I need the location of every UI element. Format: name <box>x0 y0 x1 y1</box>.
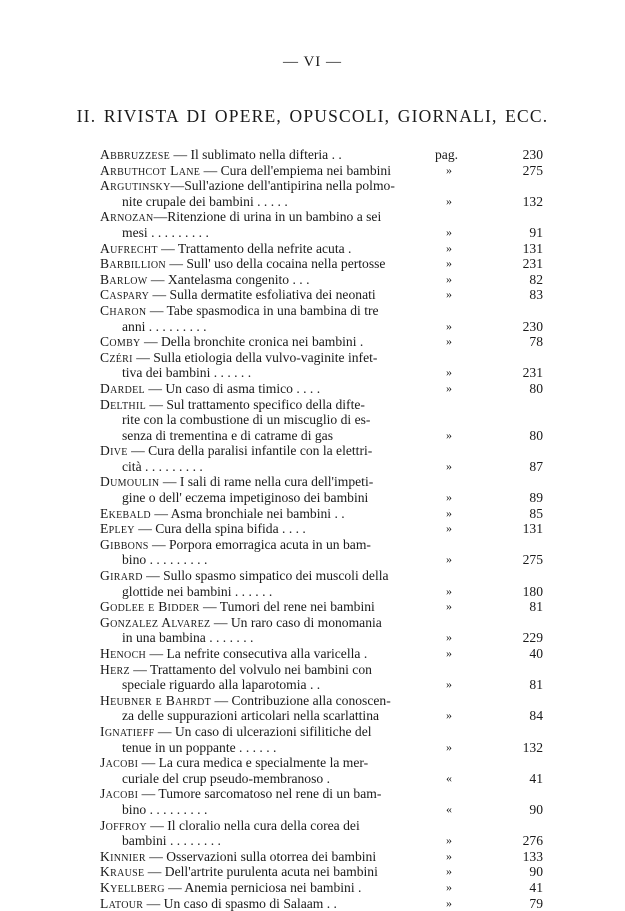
entry-author: Dardel <box>100 381 145 396</box>
entry-title: senza di trementina e di catrame di gas <box>122 428 333 443</box>
entry-text <box>100 786 381 802</box>
index-entry <box>0 833 625 849</box>
index-entry <box>0 521 625 537</box>
entry-title: — Sull' uso della cocaina nella pertosse <box>166 256 386 271</box>
entry-title: za delle suppurazioni articolari nella scarlattina <box>122 708 379 723</box>
entry-text <box>100 241 351 257</box>
entry-text <box>122 319 207 335</box>
entry-text <box>100 474 373 490</box>
entry-ditto-mark: » <box>446 194 452 210</box>
entry-title: — Un caso di ulcerazioni sifilitiche del <box>154 724 371 739</box>
entry-page-number: 82 <box>529 272 543 288</box>
entry-title: — Un caso di asma timico . . . . <box>145 381 320 396</box>
index-entry <box>0 209 625 225</box>
entry-text <box>100 521 306 537</box>
entry-title: — Un raro caso di monomania <box>210 615 381 630</box>
entry-author: Herz <box>100 662 130 677</box>
index-entry <box>0 646 625 662</box>
entry-ditto-mark: » <box>446 287 452 303</box>
entry-author: Dumoulin <box>100 474 159 489</box>
entry-title: curiale del crup pseudo-membranoso . <box>122 771 330 786</box>
entry-text <box>100 334 363 350</box>
entry-ditto-mark: » <box>446 506 452 522</box>
entry-text <box>100 599 375 615</box>
entry-title: bino . . . . . . . . . <box>122 802 207 817</box>
entry-author: Latour <box>100 896 143 911</box>
entry-title: — I sali di rame nella cura dell'impeti- <box>159 474 373 489</box>
entry-page-number: 132 <box>523 194 543 210</box>
entry-title: mesi . . . . . . . . . <box>122 225 209 240</box>
entry-text <box>122 630 253 646</box>
entry-title: — Un caso di spasmo di Salaam . . <box>143 896 337 911</box>
entry-page-number: 230 <box>523 319 543 335</box>
entry-page-number: 84 <box>529 708 543 724</box>
entry-title: — Contribuzione alla conoscen- <box>211 693 391 708</box>
index-entry <box>0 740 625 756</box>
entry-page-number: 41 <box>529 771 543 787</box>
entry-author: Ekebald <box>100 506 151 521</box>
entry-ditto-mark: » <box>446 599 452 615</box>
entry-text <box>122 194 288 210</box>
index-entry <box>0 896 625 911</box>
entry-ditto-mark: » <box>446 708 452 724</box>
entry-text <box>100 147 342 163</box>
entry-text <box>100 287 376 303</box>
index-entry <box>0 319 625 335</box>
entry-text <box>122 802 207 818</box>
entry-page-number: 91 <box>529 225 543 241</box>
index-entry <box>0 163 625 179</box>
index-entry <box>0 287 625 303</box>
index-entry <box>0 428 625 444</box>
entry-text <box>100 615 382 631</box>
entry-page-number: 229 <box>523 630 543 646</box>
entry-text <box>100 693 391 709</box>
entry-author: Aufrecht <box>100 241 158 256</box>
entry-text <box>122 225 209 241</box>
entry-author: Czéri <box>100 350 133 365</box>
entry-ditto-mark: » <box>446 833 452 849</box>
entry-ditto-mark: » <box>446 646 452 662</box>
entry-title: speciale riguardo alla laparotomia . . <box>122 677 320 692</box>
index-entry <box>0 630 625 646</box>
entry-title: — Cura della spina bifida . . . . <box>135 521 306 536</box>
entry-text <box>122 412 370 428</box>
entry-ditto-mark: » <box>446 521 452 537</box>
entry-text <box>100 880 361 896</box>
entry-title: — Porpora emorragica acuta in un bam- <box>149 537 371 552</box>
entry-text <box>122 677 320 693</box>
index-entry <box>0 256 625 272</box>
entry-title: cità . . . . . . . . . <box>122 459 203 474</box>
index-entry <box>0 381 625 397</box>
entry-text <box>122 584 272 600</box>
index-entry <box>0 599 625 615</box>
entry-author: Krause <box>100 864 144 879</box>
entry-title: — Tumore sarcomatoso nel rene di un bam- <box>138 786 381 801</box>
entry-page-number: 275 <box>523 552 543 568</box>
entry-author: Charon <box>100 303 146 318</box>
entry-page-number: 80 <box>529 428 543 444</box>
page-number: — VI — <box>0 54 625 71</box>
entry-title: rite con la combustione di un miscuglio di es- <box>122 412 370 427</box>
index-entry <box>0 708 625 724</box>
entry-author: Gonzalez Alvarez <box>100 615 210 630</box>
index-entry <box>0 662 625 678</box>
entry-page-number: 85 <box>529 506 543 522</box>
index-entry <box>0 350 625 366</box>
entry-author: Jacobi <box>100 786 138 801</box>
entry-author: Ignatieff <box>100 724 154 739</box>
entry-text <box>122 428 333 444</box>
index-entry <box>0 303 625 319</box>
entry-title: — Dell'artrite purulenta acuta nei bambini <box>144 864 377 879</box>
entry-text <box>100 397 365 413</box>
entry-ditto-mark: » <box>446 849 452 865</box>
entry-text <box>100 646 367 662</box>
entry-title: — Asma bronchiale nei bambini . . <box>151 506 345 521</box>
entry-page-number: 276 <box>523 833 543 849</box>
entry-text <box>100 178 395 194</box>
entry-text <box>100 381 320 397</box>
entry-ditto-mark: » <box>446 630 452 646</box>
index-entry <box>0 397 625 413</box>
index-entry <box>0 272 625 288</box>
index-entry <box>0 147 625 163</box>
entry-page-number: 132 <box>523 740 543 756</box>
entry-text <box>100 443 372 459</box>
entry-text <box>100 849 376 865</box>
index-entry <box>0 225 625 241</box>
entry-text <box>122 459 203 475</box>
entry-text <box>122 833 221 849</box>
entry-page-number: 230 <box>523 147 543 163</box>
entry-title: — La cura medica e specialmente la mer- <box>138 755 368 770</box>
entry-title: — Trattamento della nefrite acuta . <box>158 241 352 256</box>
entry-page-number: 80 <box>529 381 543 397</box>
entry-author: Jacobi <box>100 755 138 770</box>
entry-author: Henoch <box>100 646 146 661</box>
entry-title: — Sulla dermatite esfoliativa dei neonati <box>149 287 376 302</box>
index-list <box>0 147 625 911</box>
entry-author: Joffroy <box>100 818 147 833</box>
entry-ditto-mark: » <box>446 459 452 475</box>
entry-author: Barlow <box>100 272 148 287</box>
entry-page-number: 87 <box>529 459 543 475</box>
index-entry <box>0 552 625 568</box>
entry-ditto-mark: » <box>446 381 452 397</box>
entry-author: Kyellberg <box>100 880 165 895</box>
section-title: II. RIVISTA DI OPERE, OPUSCOLI, GIORNALI, ECC. <box>0 106 625 127</box>
entry-author: Comby <box>100 334 141 349</box>
entry-title: — Anemia perniciosa nei bambini . <box>165 880 362 895</box>
entry-author: Heubner e Bahrdt <box>100 693 211 708</box>
entry-title: — Della bronchite cronica nei bambini . <box>141 334 364 349</box>
entry-text <box>122 740 276 756</box>
entry-title: — Sul trattamento specifico della difte- <box>146 397 365 412</box>
index-entry <box>0 864 625 880</box>
entry-page-number: 90 <box>529 864 543 880</box>
entry-text <box>100 209 381 225</box>
entry-ditto-mark: » <box>446 584 452 600</box>
index-entry <box>0 818 625 834</box>
entry-text <box>122 552 207 568</box>
entry-page-number: 81 <box>529 677 543 693</box>
entry-text <box>100 537 371 553</box>
entry-title: — Osservazioni sulla otorrea dei bambini <box>146 849 376 864</box>
entry-ditto-mark: » <box>446 272 452 288</box>
index-entry <box>0 474 625 490</box>
entry-text <box>100 724 372 740</box>
entry-text <box>100 755 368 771</box>
entry-page-number: 131 <box>523 521 543 537</box>
entry-ditto-mark: » <box>446 490 452 506</box>
entry-page-number: 41 <box>529 880 543 896</box>
entry-ditto-mark: » <box>446 334 452 350</box>
entry-text <box>100 818 360 834</box>
entry-ditto-mark: » <box>446 428 452 444</box>
entry-title: — Trattamento del volvulo nei bambini con <box>130 662 372 677</box>
entry-ditto-mark: » <box>446 677 452 693</box>
index-entry <box>0 537 625 553</box>
entry-ditto-mark: » <box>446 319 452 335</box>
entry-author: Abbruzzese <box>100 147 170 162</box>
entry-text <box>100 163 391 179</box>
entry-author: Dive <box>100 443 128 458</box>
entry-page-number: 83 <box>529 287 543 303</box>
index-entry <box>0 755 625 771</box>
entry-ditto-mark: » <box>446 163 452 179</box>
index-entry <box>0 178 625 194</box>
entry-text <box>100 864 378 880</box>
entry-ditto-mark: » <box>446 365 452 381</box>
index-entry <box>0 568 625 584</box>
entry-ditto-mark: » <box>446 740 452 756</box>
entry-page-number: 131 <box>523 241 543 257</box>
index-entry <box>0 194 625 210</box>
entry-title: —Ritenzione di urina in un bambino a sei <box>154 209 382 224</box>
entry-title: — Tabe spasmodica in una bambina di tre <box>146 303 378 318</box>
index-entry <box>0 490 625 506</box>
index-entry <box>0 802 625 818</box>
entry-title: — Tumori del rene nei bambini <box>200 599 375 614</box>
entry-text <box>100 303 379 319</box>
index-entry <box>0 584 625 600</box>
entry-text <box>100 662 372 678</box>
entry-author: Caspary <box>100 287 149 302</box>
entry-author: Girard <box>100 568 143 583</box>
entry-author: Barbillion <box>100 256 166 271</box>
entry-title: — Xantelasma congenito . . . <box>148 272 310 287</box>
entry-ditto-mark: » <box>446 225 452 241</box>
index-entry <box>0 412 625 428</box>
entry-title: — La nefrite consecutiva alla varicella . <box>146 646 367 661</box>
entry-title: bambini . . . . . . . . <box>122 833 221 848</box>
entry-page-number: 78 <box>529 334 543 350</box>
entry-text <box>122 708 379 724</box>
index-entry <box>0 615 625 631</box>
entry-title: anni . . . . . . . . . <box>122 319 207 334</box>
entry-ditto-mark: » <box>446 880 452 896</box>
entry-title: — Sulla etiologia della vulvo-vaginite infet- <box>133 350 378 365</box>
index-entry <box>0 880 625 896</box>
index-entry <box>0 459 625 475</box>
entry-author: Argutinsky <box>100 178 171 193</box>
index-entry <box>0 241 625 257</box>
entry-page-number: 180 <box>523 584 543 600</box>
entry-ditto-mark: » <box>446 241 452 257</box>
entry-title: tiva dei bambini . . . . . . <box>122 365 251 380</box>
entry-page-number: 40 <box>529 646 543 662</box>
index-entry <box>0 786 625 802</box>
entry-text <box>122 365 251 381</box>
entry-ditto-mark: » <box>446 896 452 911</box>
entry-page-number: 275 <box>523 163 543 179</box>
entry-title: in una bambina . . . . . . . <box>122 630 253 645</box>
index-entry <box>0 443 625 459</box>
index-entry <box>0 506 625 522</box>
entry-text <box>100 896 337 911</box>
entry-text <box>100 568 389 584</box>
entry-title: — Cura dell'empiema nei bambini <box>200 163 391 178</box>
entry-ditto-mark: » <box>446 864 452 880</box>
entry-title: — Il sublimato nella difteria . . <box>170 147 342 162</box>
entry-ditto-mark: » <box>446 552 452 568</box>
entry-title: — Sullo spasmo simpatico dei muscoli della <box>143 568 389 583</box>
index-entry <box>0 334 625 350</box>
entry-text <box>100 506 345 522</box>
entry-title: — Cura della paralisi infantile con la elettri- <box>128 443 373 458</box>
index-entry <box>0 724 625 740</box>
entry-title: nite crupale dei bambini . . . . . <box>122 194 288 209</box>
entry-author: Godlee e Bidder <box>100 599 200 614</box>
entry-author: Delthil <box>100 397 146 412</box>
entry-text <box>100 256 385 272</box>
entry-page-number: 81 <box>529 599 543 615</box>
entry-page-number: 231 <box>523 256 543 272</box>
entry-text <box>122 771 330 787</box>
entry-title: —Sull'azione dell'antipirina nella polmo- <box>171 178 395 193</box>
entry-author: Arnozan <box>100 209 154 224</box>
entry-title: bino . . . . . . . . . <box>122 552 207 567</box>
index-entry <box>0 771 625 787</box>
entry-page-number: 90 <box>529 802 543 818</box>
entry-ditto-mark: » <box>446 256 452 272</box>
entry-author: Epley <box>100 521 135 536</box>
entry-title: gine o dell' eczema impetiginoso dei bambini <box>122 490 368 505</box>
index-entry <box>0 677 625 693</box>
entry-page-number: 133 <box>523 849 543 865</box>
entry-title: glottide nei bambini . . . . . . <box>122 584 272 599</box>
entry-text <box>100 350 377 366</box>
entry-author: Gibbons <box>100 537 149 552</box>
entry-author: Kinnier <box>100 849 146 864</box>
index-entry <box>0 365 625 381</box>
entry-ditto-mark: « <box>446 771 452 787</box>
entry-ditto-mark: « <box>446 802 452 818</box>
entry-title: tenue in un poppante . . . . . . <box>122 740 276 755</box>
entry-ditto-mark: pag. <box>435 147 458 163</box>
entry-page-number: 89 <box>529 490 543 506</box>
entry-author: Arbuthcot Lane <box>100 163 200 178</box>
entry-text <box>122 490 368 506</box>
index-entry <box>0 849 625 865</box>
entry-title: — Il cloralio nella cura della corea dei <box>147 818 360 833</box>
entry-page-number: 79 <box>529 896 543 911</box>
entry-page-number: 231 <box>523 365 543 381</box>
index-entry <box>0 693 625 709</box>
entry-text <box>100 272 309 288</box>
